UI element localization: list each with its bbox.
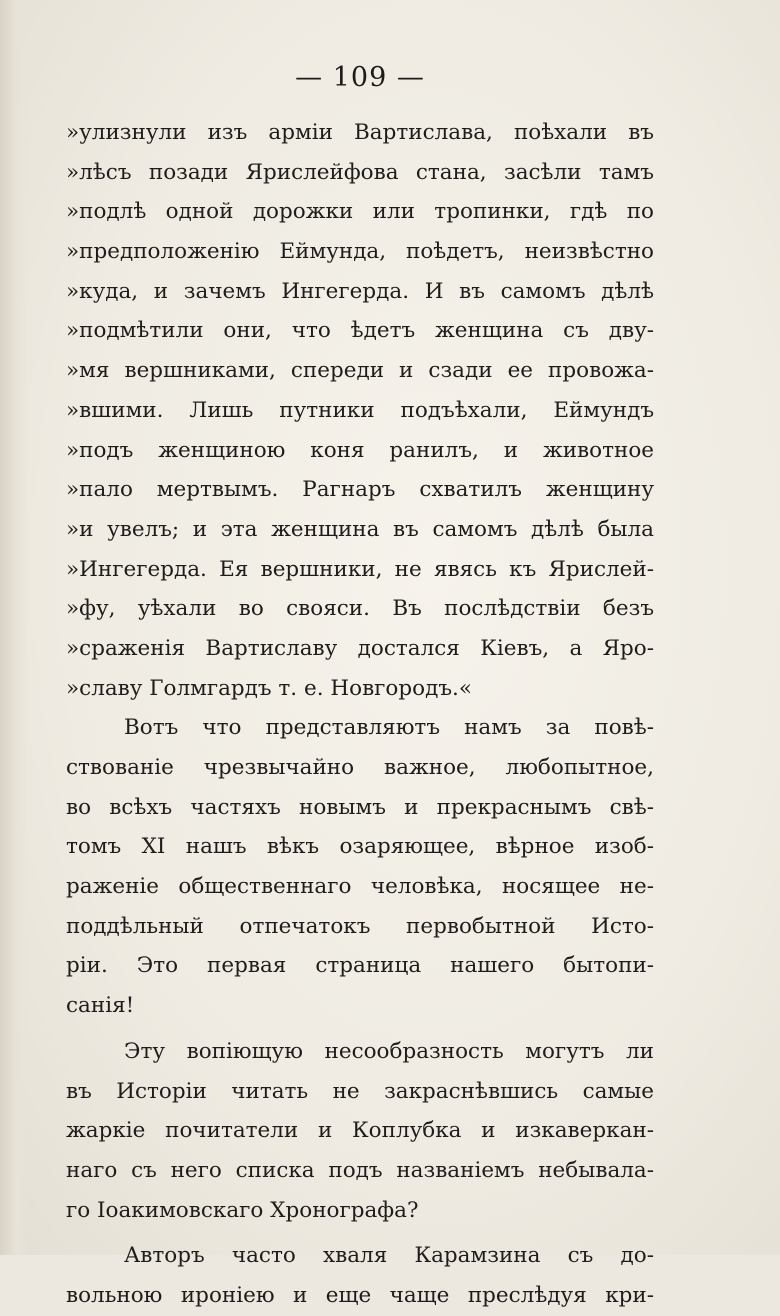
text-line: ствованіе чрезвычайно важное, любопытное, bbox=[66, 755, 654, 780]
text-line: »подмѣтили они, что ѣдетъ женщина съ дву- bbox=[66, 318, 654, 344]
text-line: вольною ироніею и еще чаще преслѣдуя кри- bbox=[66, 1282, 654, 1308]
text-line: »фу, уѣхали во свояси. Въ послѣдствіи безъ bbox=[66, 596, 654, 622]
text-line: »лѣсъ позади Ярислейфова стана, засѣли тамъ bbox=[66, 159, 654, 185]
page-number: — 109 — bbox=[295, 62, 425, 93]
text-line: томъ XI нашъ вѣкъ озаряющее, вѣрное изоб- bbox=[66, 834, 654, 860]
text-line: во всѣхъ частяхъ новымъ и прекраснымъ свѣ- bbox=[66, 794, 654, 820]
text-line: »Ингегерда. Ея вершники, не явясь къ Ярислей- bbox=[66, 556, 654, 582]
text-line: санія! bbox=[66, 993, 135, 1019]
paragraph-author bbox=[66, 1236, 654, 1315]
text-line: »подлѣ одной дорожки или тропинки, гдѣ по bbox=[66, 199, 654, 225]
text-line: »славу Голмгардъ т. е. Новгородъ.« bbox=[66, 675, 472, 701]
paragraph-commentary bbox=[66, 708, 654, 1026]
text-line: въ Исторіи читать не закраснѣвшись самые bbox=[66, 1078, 654, 1104]
text-line: го Іоакимовскаго Хронографа? bbox=[66, 1197, 419, 1223]
text-line: жаркіе почитатели и Коплубка и изкаверкан- bbox=[66, 1118, 654, 1144]
text-line: поддѣльный отпечатокъ первобытной Исто- bbox=[66, 913, 654, 939]
text-line: Авторъ часто хваля Карамзина съ до- bbox=[124, 1243, 654, 1269]
text-line: наго съ него списка подъ названіемъ небывала- bbox=[66, 1157, 654, 1183]
page-gutter-shadow bbox=[0, 0, 28, 1255]
text-line: Вотъ что представляютъ намъ за повѣ- bbox=[124, 715, 654, 741]
text-line: »и увелъ; и эта женщина въ самомъ дѣлѣ была bbox=[66, 516, 654, 542]
text-line: »пало мертвымъ. Рагнаръ схватилъ женщину bbox=[66, 477, 654, 503]
text-line: раженіе общественнаго человѣка, носящее не- bbox=[66, 874, 654, 900]
paragraph-quote bbox=[66, 113, 654, 708]
text-line: »сраженія Вартиславу достался Кіевъ, а Яро- bbox=[66, 635, 654, 661]
text-line: »куда, и зачемъ Ингегерда. И въ самомъ дѣлѣ bbox=[66, 278, 654, 304]
text-line: »подъ женщиною коня ранилъ, и животное bbox=[66, 437, 654, 463]
text-line: »мя вершниками, спереди и сзади ее провожа- bbox=[66, 358, 654, 384]
text-line: »предположенію Еймунда, поѣдетъ, неизвѣстно bbox=[66, 239, 654, 265]
paragraph-question bbox=[66, 1032, 654, 1230]
text-line: »вшими. Лишь путники подъѣхали, Еймундъ bbox=[66, 397, 654, 423]
text-line: »улизнули изъ арміи Вартислава, поѣхали въ bbox=[66, 120, 654, 145]
text-line: Эту вопіющую несообразность могутъ ли bbox=[124, 1038, 654, 1064]
body-text bbox=[66, 113, 654, 1316]
text-line: ріи. Это первая страница нашего бытопи- bbox=[66, 953, 654, 979]
